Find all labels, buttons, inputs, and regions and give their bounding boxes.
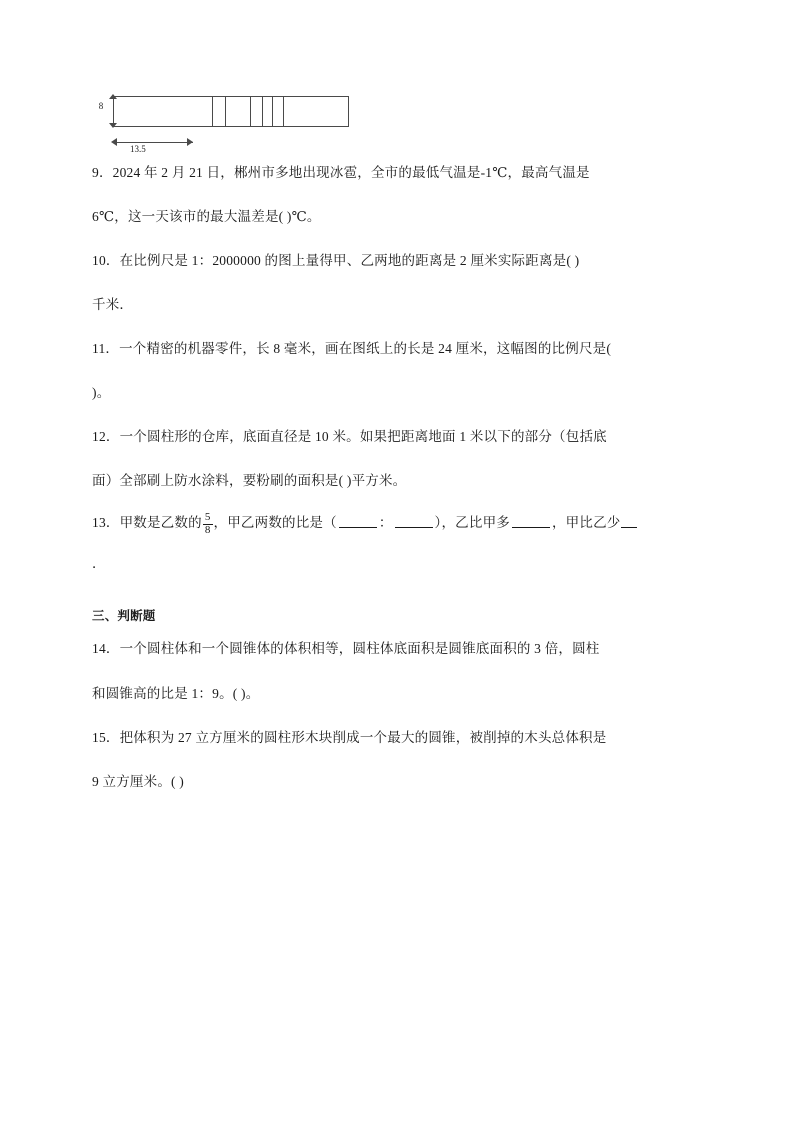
question-13-blank-1 [339,515,377,527]
question-13-ratio-separator: ： [378,514,393,530]
question-12-line-2: 面）全部刷上防水涂料，要粉刷的面积是( )平方米。 [92,473,407,489]
diagram-height-arrow-head-bottom [109,123,117,128]
question-11-line-2: )。 [92,385,111,401]
question-9-line-2: 6℃，这一天该市的最大温差是( )℃。 [92,209,321,225]
question-13-blank-4 [621,515,637,527]
diagram-divider-line-6 [283,96,284,127]
rectangle-diagram-figure [92,74,352,152]
diagram-divider-line-5 [272,96,273,127]
question-10-line-1: 10．在比例尺是 1：2000000 的图上量得甲、乙两地的距离是 2 厘米实际距离是( ) [92,253,580,269]
question-11-line-1: 11．一个精密的机器零件，长 8 毫米，画在图纸上的长是 24 厘米，这幅图的比例尺是( [92,341,612,357]
diagram-width-arrow-head-right [187,138,193,146]
question-14-line-1: 14．一个圆柱体和一个圆锥体的体积相等，圆柱体底面积是圆锥底面积的 3 倍，圆柱 [92,641,600,657]
question-13-blank-2 [395,515,433,527]
question-10-line-2: 千米． [92,297,134,313]
diagram-divider-line-4 [262,96,263,127]
question-13-line-2: ． [92,556,106,572]
diagram-outer-rectangle [113,96,349,127]
diagram-height-label: 8 [98,101,104,111]
question-13-after-ratio: ），乙比甲多 [434,514,510,530]
question-15-line-1: 15．把体积为 27 立方厘米的圆柱形木块削成一个最大的圆锥，被削掉的木头总体积是 [92,729,607,745]
question-13-line-1 [92,509,704,537]
section-3-title: 三、判断题 [92,609,156,624]
diagram-divider-line-2 [225,96,226,127]
diagram-width-arrow-head-left [111,138,117,146]
question-9-line-1: 9．2024 年 2 月 21 日，郴州市多地出现冰雹，全市的最低气温是‐1℃，最高气温是 [92,165,590,180]
question-13-after-blank-2: ，甲比乙少 [551,514,621,530]
diagram-width-label: 13.5 [130,144,146,154]
fraction-denominator: 8 [204,523,211,536]
diagram-divider-line-1 [212,96,213,127]
diagram-divider-line-3 [250,96,251,127]
question-13-prefix: 13．甲数是乙数的 [92,514,202,530]
question-15-line-2: 9 立方厘米。( ) [92,773,184,789]
question-12-line-1: 12．一个圆柱形的仓库，底面直径是 10 米。如果把距离地面 1 米以下的部分（包括底 [92,429,607,445]
question-13-blank-3 [512,515,550,527]
fraction-numerator: 5 [204,510,211,523]
diagram-width-arrow-line [113,142,193,143]
page-content [92,74,704,809]
question-14-line-2: 和圆锥高的比是 1：9。( )。 [92,685,260,701]
fraction-five-eighths [203,512,213,537]
question-13-mid: ，甲乙两数的比是（ [213,514,337,530]
diagram-height-arrow-head-top [109,94,117,99]
